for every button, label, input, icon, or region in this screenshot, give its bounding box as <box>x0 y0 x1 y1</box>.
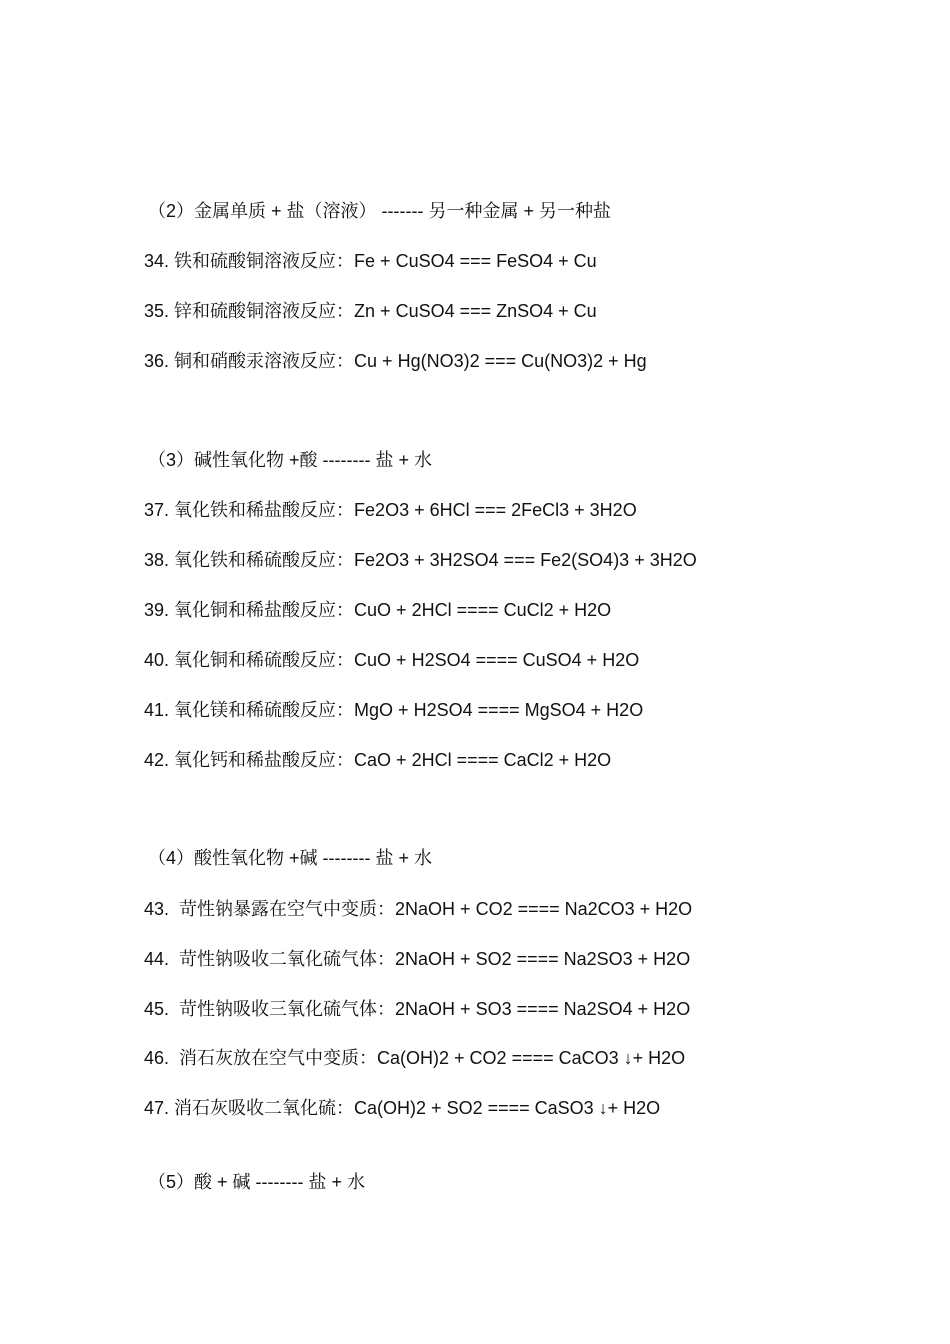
chemical-equation: MgO + H2SO4 ==== MgSO4 + H2O <box>354 700 644 720</box>
chemical-equation: Zn + CuSO4 === ZnSO4 + Cu <box>354 301 597 321</box>
item-number: 46. <box>144 1048 170 1068</box>
item-number: 35. <box>144 301 170 321</box>
item-number: 36. <box>144 351 170 371</box>
item-number: 43. <box>144 899 170 919</box>
item-number: 40. <box>144 650 170 670</box>
equation-line-38 <box>144 548 697 572</box>
item-number: 34. <box>144 251 170 271</box>
equation-line-41 <box>144 698 643 722</box>
item-number: 41. <box>144 700 170 720</box>
reaction-description: 氧化铜和稀盐酸反应： <box>174 600 355 620</box>
equation-line-47 <box>144 1096 660 1120</box>
section-heading-5: （5）酸 + 碱 -------- 盐 + 水 <box>148 1172 365 1192</box>
section-heading-4: （4）酸性氧化物 +碱 -------- 盐 + 水 <box>148 848 432 868</box>
reaction-description: 苛性钠吸收二氧化硫气体： <box>179 949 396 969</box>
equation-line-45 <box>144 997 690 1021</box>
reaction-description: 氧化铜和稀硫酸反应： <box>174 650 355 670</box>
chemical-equation: Fe2O3 + 6HCl === 2FeCl3 + 3H2O <box>354 500 637 520</box>
reaction-description: 锌和硫酸铜溶液反应： <box>174 301 355 321</box>
item-number: 42. <box>144 750 170 770</box>
equation-line-40 <box>144 648 639 672</box>
item-number: 37. <box>144 500 170 520</box>
item-number: 45. <box>144 999 170 1019</box>
equation-line-37 <box>144 498 637 522</box>
item-number: 39. <box>144 600 170 620</box>
equation-line-46 <box>144 1046 685 1070</box>
chemical-equation: CuO + 2HCl ==== CuCl2 + H2O <box>354 600 612 620</box>
chemical-equation: CaO + 2HCl ==== CaCl2 + H2O <box>354 750 612 770</box>
reaction-description: 消石灰放在空气中变质： <box>179 1048 378 1068</box>
equation-line-36 <box>144 349 647 373</box>
chemical-equation: Cu + Hg(NO3)2 === Cu(NO3)2 + Hg <box>354 351 647 371</box>
reaction-description: 铁和硫酸铜溶液反应： <box>174 251 355 271</box>
chemical-equation: Ca(OH)2 + CO2 ==== CaCO3 ↓+ H2O <box>377 1048 686 1068</box>
chemical-equation: 2NaOH + SO3 ==== Na2SO4 + H2O <box>395 999 691 1019</box>
chemical-equation: 2NaOH + CO2 ==== Na2CO3 + H2O <box>395 899 693 919</box>
equation-line-39 <box>144 598 611 622</box>
equation-line-34 <box>144 249 597 273</box>
equation-line-44 <box>144 947 690 971</box>
item-number: 38. <box>144 550 170 570</box>
reaction-description: 氧化钙和稀盐酸反应： <box>174 750 355 770</box>
chemical-equation: CuO + H2SO4 ==== CuSO4 + H2O <box>354 650 640 670</box>
reaction-description: 苛性钠吸收三氧化硫气体： <box>179 999 396 1019</box>
reaction-description: 氧化铁和稀硫酸反应： <box>174 550 355 570</box>
chemical-equation: 2NaOH + SO2 ==== Na2SO3 + H2O <box>395 949 691 969</box>
reaction-description: 氧化镁和稀硫酸反应： <box>174 700 355 720</box>
reaction-description: 苛性钠暴露在空气中变质： <box>179 899 396 919</box>
chemical-equation: Fe2O3 + 3H2SO4 === Fe2(SO4)3 + 3H2O <box>354 550 697 570</box>
item-number: 47. <box>144 1098 170 1118</box>
equation-line-35 <box>144 299 597 323</box>
section-heading-3: （3）碱性氧化物 +酸 -------- 盐 + 水 <box>148 450 432 470</box>
chemical-equation: Fe + CuSO4 === FeSO4 + Cu <box>354 251 597 271</box>
section-heading-2: （2）金属单质 + 盐（溶液） ------- 另一种金属 + 另一种盐 <box>148 201 611 221</box>
reaction-description: 消石灰吸收二氧化硫： <box>174 1098 355 1118</box>
chemical-equation: Ca(OH)2 + SO2 ==== CaSO3 ↓+ H2O <box>354 1098 661 1118</box>
reaction-description: 铜和硝酸汞溶液反应： <box>174 351 355 371</box>
item-number: 44. <box>144 949 170 969</box>
equation-line-42 <box>144 748 611 772</box>
equation-line-43 <box>144 897 692 921</box>
reaction-description: 氧化铁和稀盐酸反应： <box>174 500 355 520</box>
